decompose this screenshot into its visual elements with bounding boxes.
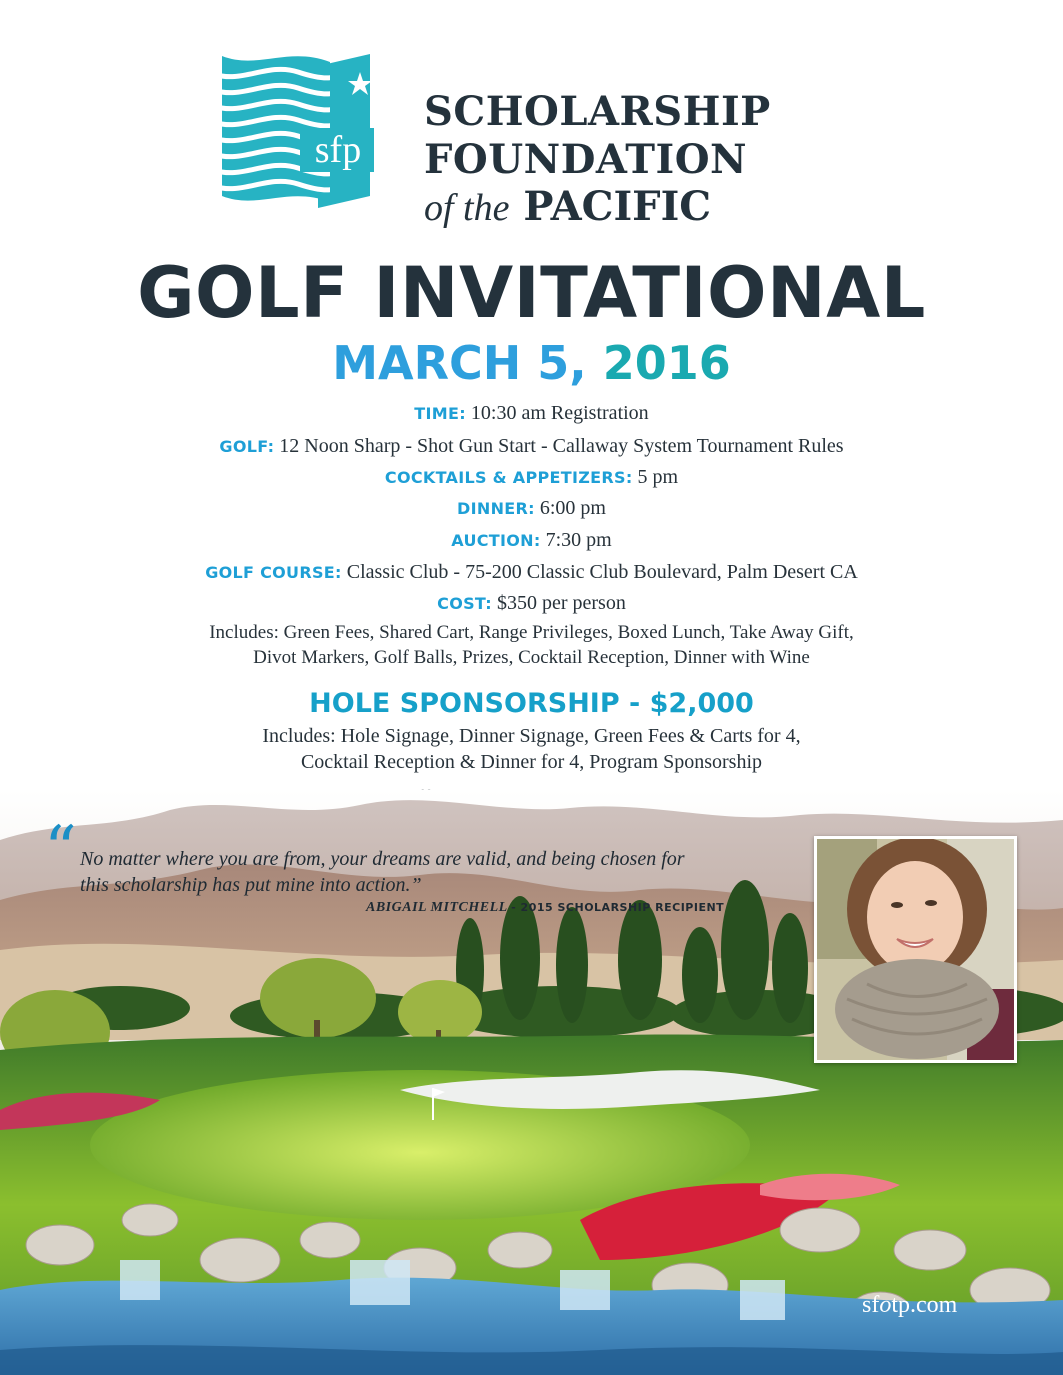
quote-line-1: No matter where you are from, your dreams are valid, and being chosen for [80,848,685,870]
detail-golf [0,433,1063,460]
logo-initials: sfp [314,129,362,171]
sponsorship-title: HOLE SPONSORSHIP - $2,000 [309,688,754,719]
quote-author: ABIGAIL MITCHELL [366,900,508,915]
detail-golf-course [0,559,1063,586]
quote-attribution [366,900,724,916]
quote-mark-icon: “ [44,813,77,887]
detail-label: AUCTION: [451,531,541,550]
includes-line-2: Divot Markers, Golf Balls, Prizes, Cocktail Reception, Dinner with Wine [253,647,810,668]
detail-dinner [0,495,1063,522]
event-date-part-1: MARCH 5, [332,336,587,390]
detail-label: DINNER: [457,499,535,518]
logo-line-2: FOUNDATION [424,136,748,183]
detail-value: 7:30 pm [545,529,612,551]
detail-value: 12 Noon Sharp - Shot Gun Start - Callaway System Tournament Rules [279,435,844,457]
detail-auction [0,527,1063,554]
url-part-1: sf [862,1292,880,1318]
sponsorship-line-1: Includes: Hole Signage, Dinner Signage, Green Fees & Carts for 4, [262,725,801,747]
url-part-2: o [879,1292,892,1318]
detail-label: COST: [437,594,492,613]
detail-label: COCKTAILS & APPETIZERS: [384,468,633,487]
event-date [0,333,1063,393]
sponsorship-line-2: Cocktail Reception & Dinner for 4, Program Sponsorship [300,751,763,773]
website-link[interactable] [862,1292,957,1319]
detail-value: Classic Club - 75-200 Classic Club Boulevard, Palm Desert CA [346,561,858,583]
detail-value: 6:00 pm [539,497,606,519]
portrait-photo [817,839,1014,1060]
detail-value: 10:30 am Registration [470,402,649,424]
detail-cost [0,590,1063,617]
detail-time [0,400,1063,427]
event-title: GOLF INVITATIONAL [137,252,926,334]
logo-line-3 [424,183,712,230]
url-part-3: tp.com [891,1292,958,1318]
sfp-logo-icon [218,52,386,222]
recipient-portrait [814,836,1017,1063]
detail-value: 5 pm [637,466,679,488]
logo-line-3-main: PACIFIC [523,183,712,230]
quote-author-role: - 2015 SCHOLARSHIP RECIPIENT [511,901,725,914]
event-date-part-2: 2016 [602,336,731,390]
quote-line-2: this scholarship has put mine into action.” [80,874,422,896]
logo-line-3-prefix: of the [424,187,510,229]
detail-label: GOLF: [219,437,275,456]
detail-label: GOLF COURSE: [205,563,342,582]
logo-line-1: SCHOLARSHIP [424,88,771,135]
detail-cocktails [0,464,1063,491]
detail-value: $350 per person [496,592,626,614]
testimonial-quote [80,846,800,898]
detail-label: TIME: [414,404,466,423]
includes-line-1: Includes: Green Fees, Shared Cart, Range Privileges, Boxed Lunch, Take Away Gift, [209,622,854,643]
